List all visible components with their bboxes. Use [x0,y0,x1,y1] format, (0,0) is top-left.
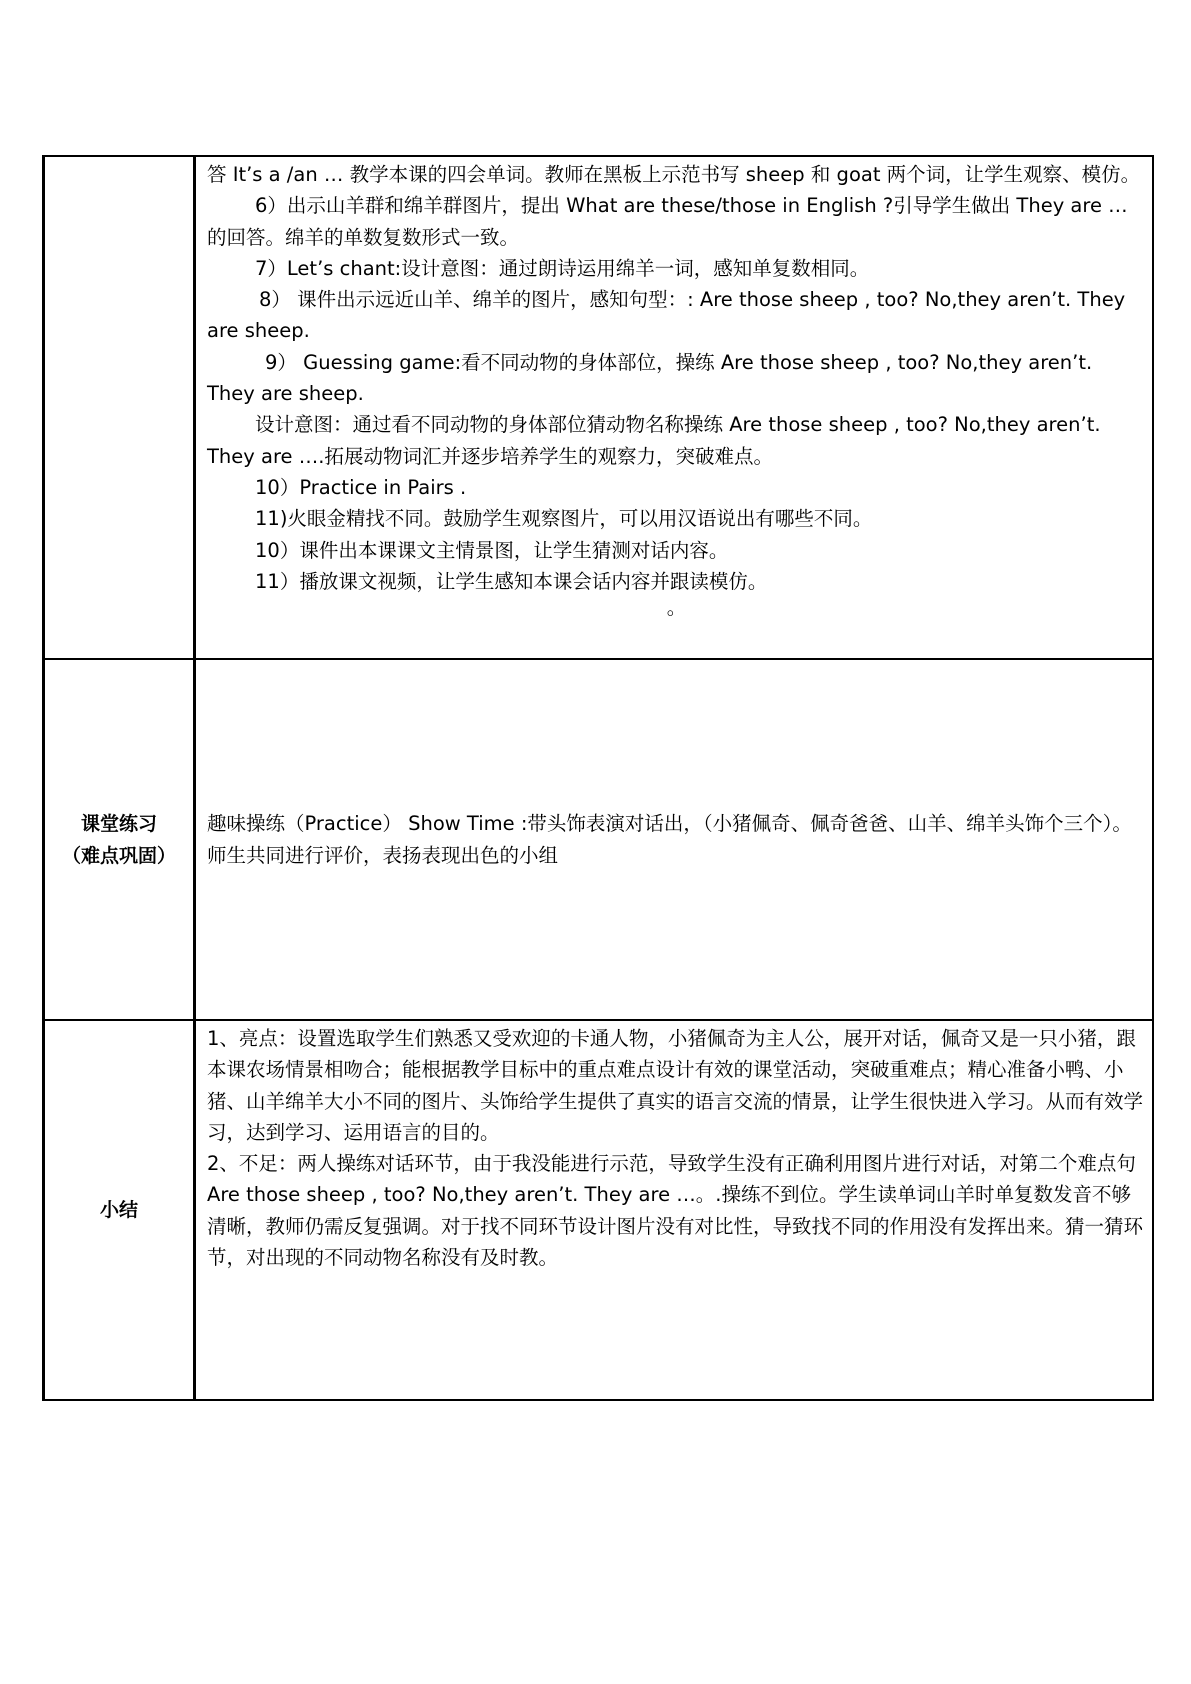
procedure-paragraph: 答 It’s a /an … 教学本课的四会单词。教师在黑板上示范书写 sheep 和 goat 两个词，让学生观察、模仿。 [207,163,1141,186]
table-row-procedure [44,156,1154,659]
procedure-step: 11)火眼金精找不同。鼓励学生观察图片，可以用汉语说出有哪些不同。 [255,507,873,531]
table-row-summary [44,1020,1154,1400]
design-intent: 设计意图：通过看不同动物的身体部位猜动物名称操练 Are those sheep , too? No,they aren’t. They are ….拓展动物词汇并逐步培养学生的观察力，突破难点。 [207,413,1101,468]
row-label-summary: 小结 [99,1199,138,1221]
summary-content-cell [195,1020,1154,1400]
lesson-plan-sheet [42,155,1154,1401]
procedure-step: 6）出示山羊群和绵羊群图片，提出 What are these/those in English ?引导学生做出 They are …的回答。绵羊的单数复数形式一致。 [207,194,1128,249]
procedure-step: 8） 课件出示远近山羊、绵羊的图片，感知句型：: Are those sheep , too? No,they aren’t. They are sheep. [207,288,1126,343]
practice-content [196,660,1152,1019]
trailing-period: 。 [666,596,687,620]
practice-content-cell [195,659,1154,1020]
row-label-cell [44,1020,195,1400]
procedure-step: 10）课件出本课课文主情景图，让学生猜测对话内容。 [255,538,729,562]
procedure-content [196,157,1152,619]
procedure-step: 7）Let’s chant:设计意图：通过朗诗运用绵羊一词，感知单复数相同。 [255,256,870,280]
summary-content [196,1021,1152,1273]
procedure-step: 9） Guessing game:看不同动物的身体部位，操练 Are those sheep , too? No,they aren’t. They are sheep. [207,350,1093,406]
table-row-practice [44,659,1154,1020]
procedure-content-cell [195,156,1154,659]
summary-strengths: 1、亮点：设置选取学生们熟悉又受欢迎的卡通人物，小猪佩奇为主人公，展开对话，佩奇又是一只小猪，跟本课农场情景相吻合；能根据教学目标中的重点难点设计有效的课堂活动，突破重难点；精心准备小鸭、小猪、山羊绵羊大小不同的图片、头饰给学生提供了真实的语言交流的情景，让学生很快进入学习。从而有效学习，达到学习、运用语言的目的。 [207,1027,1144,1144]
row-label-practice: 课堂练习 [80,812,157,835]
lesson-plan-table [42,155,1154,1401]
row-label-cell [44,659,195,1020]
summary-weaknesses: 2、不足：两人操练对话环节，由于我没能进行示范，导致学生没有正确利用图片进行对话，对第二个难点句 Are those sheep , too? No,they aren’t. They are …。.操练不到位。学生读单词山羊时单复数发音不够清晰，教师仍需反复强调。对于找不同环节设计图片没有对比性，导致找不同的作用没有发挥出来。猜一猜环节，对出现的不同动物名称没有及时教。 [207,1152,1144,1270]
practice-text: 趣味操练（Practice） Show Time :带头饰表演对话出，（小猪佩奇、佩奇爸爸、山羊、绵羊头饰个三个）。师生共同进行评价，表扬表现出色的小组 [207,812,1132,867]
row-label-cell [44,156,195,659]
procedure-step: 11）播放课文视频，让学生感知本课会话内容并跟读模仿。 [255,569,768,593]
row-label-practice-sub: （难点巩固） [61,844,176,867]
procedure-step: 10）Practice in Pairs . [255,475,467,499]
